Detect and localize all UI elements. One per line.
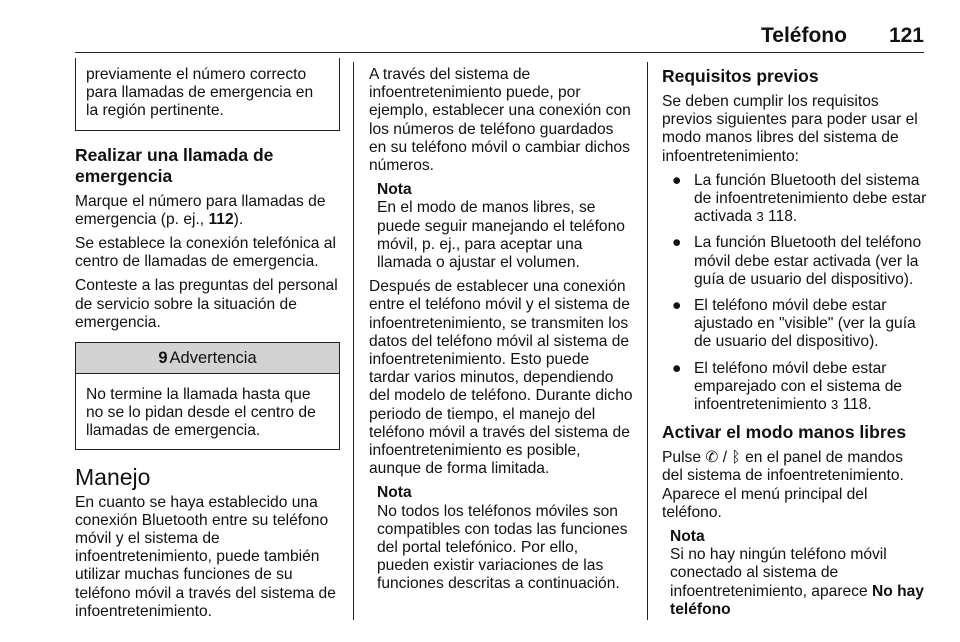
heading-emergency-call: Realizar una llamada de emergencia [75, 144, 274, 186]
note-label: Nota [670, 528, 705, 546]
page-ref-icon: 3 [830, 397, 839, 413]
list-item-text: El teléfono móvil debe estar ajustado en "visible" (ver la guía de usuario del dispositivo). [694, 297, 916, 351]
column-3 [662, 66, 927, 625]
no-phone-label: No hay teléfono [670, 582, 924, 618]
list-item [662, 172, 927, 227]
text: en el panel de mandos del sistema de infoentretenimiento. Aparece el menú principal del teléfono. [662, 449, 904, 521]
bullet-icon: ● [672, 359, 682, 377]
note-label: Nota [377, 484, 412, 502]
note-3 [662, 528, 927, 619]
heading-requirements: Requisitos previos [662, 66, 819, 86]
column-2 [369, 66, 634, 600]
text: Pulse [662, 449, 706, 467]
list-item-text: La función Bluetooth del teléfono móvil debe estar activada (ver la guía de usuario del dispositivo). [694, 234, 922, 288]
header-divider [75, 52, 924, 53]
note-text: Si no hay ningún teléfono móvil conectado al sistema de infoentretenimiento, aparece [670, 546, 887, 600]
requirements-list [662, 172, 927, 414]
page-header [75, 24, 924, 50]
bullet-icon: ● [672, 171, 682, 189]
warning-header [76, 343, 339, 374]
heading-activate-handsfree: Activar el modo manos libres [662, 422, 907, 443]
warning-box [75, 342, 340, 450]
warning-title: Advertencia [169, 349, 257, 368]
paragraph-answer: Conteste a las preguntas del personal de servicio sobre la situación de emergencia. [75, 277, 338, 331]
column-1 [75, 58, 340, 627]
text: / [718, 449, 732, 467]
paragraph-manejo: En cuanto se haya establecido una conexión Bluetooth entre su teléfono móvil y el sistema de infoentretenimiento, puede también utilizar muchas funciones de su teléfono móvil a través del sistema de infoentretenimiento. [75, 493, 336, 620]
paragraph-connection: Se establece la conexión telefónica al centro de llamadas de emergencia. [75, 235, 336, 271]
list-item [662, 297, 927, 352]
heading-manejo: Manejo [75, 463, 151, 490]
column-divider-2 [647, 62, 648, 620]
warning-text: No termine la llamada hasta que no se lo pidan desde el centro de llamadas de emergencia. [86, 386, 316, 440]
note-2 [369, 484, 634, 593]
phone-icon: ✆ [705, 449, 719, 467]
paragraph-press [662, 449, 927, 522]
page-ref[interactable]: 118. [842, 396, 872, 414]
bullet-icon: ● [672, 234, 682, 252]
page-ref[interactable]: 118. [768, 208, 798, 226]
text: ). [233, 210, 244, 228]
text: Marque el número para llamadas de emergencia (p. ej., [75, 192, 326, 228]
list-item-text: El teléfono móvil debe estar emparejado con el sistema de infoentretenimiento [694, 359, 903, 414]
column-divider-1 [353, 62, 354, 620]
page-number: 121 [888, 24, 924, 47]
paragraph-requirements: Se deben cumplir los requisitos previos siguientes para poder usar el modo manos libres del sistema de infoentretenimiento: [662, 93, 918, 165]
emergency-number: 112 [208, 210, 234, 228]
list-item [662, 360, 927, 415]
note-1 [369, 181, 634, 272]
continued-box: previamente el número correcto para llamadas de emergencia en la región pertinente. [75, 58, 340, 131]
bullet-icon: ● [672, 297, 682, 315]
bluetooth-icon: ᛒ [731, 449, 741, 467]
paragraph-dial [75, 193, 340, 229]
note-text: En el modo de manos libres, se puede seguir manejando el teléfono móvil, p. ej., para aceptar una llamada o ajustar el volumen. [377, 199, 625, 272]
note-label: Nota [377, 181, 412, 199]
note-text: No todos los teléfonos móviles son compatibles con todas las funciones del portal telefónico. Por ello, pueden existir variaciones de las funciones descritas a continuación. [377, 502, 628, 593]
warning-icon: 9 [158, 349, 168, 368]
list-item [662, 234, 927, 289]
paragraph-data-transfer: Después de establecer una conexión entre el teléfono móvil y el sistema de infoentretenimiento, se transmiten los datos del teléfono móvil al sistema de infoentretenimiento. Esto puede tardar varios minutos, dependiendo del modelo de teléfono. Durante dicho periodo de tiempo, el manejo del teléfono móvil a través del sistema de infoentretenimiento es posible, aunque de forma limitada. [369, 278, 633, 478]
section-title: Teléfono [761, 24, 847, 47]
list-item-text: La función Bluetooth del sistema de infoentretenimiento debe estar activada [694, 171, 927, 226]
paragraph-intro: A través del sistema de infoentretenimiento puede, por ejemplo, establecer una conexión con los números de teléfono guardados en su teléfono móvil o cambiar dichos números. [369, 66, 631, 175]
page-ref-icon: 3 [756, 209, 764, 225]
